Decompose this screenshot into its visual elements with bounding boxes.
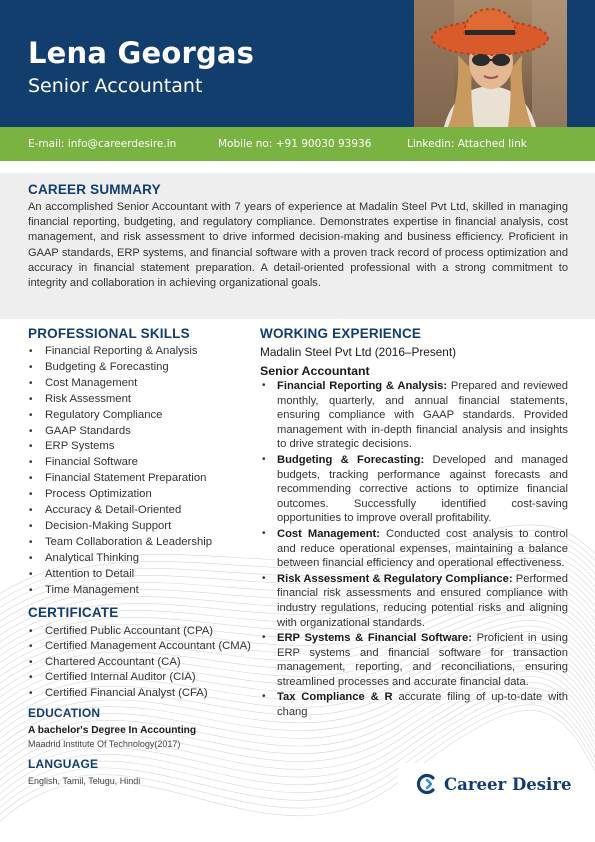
career-summary-text: An accomplished Senior Accountant with 7 years of experience at Madalin Steel Pvt Ltd, skilled in managing financial reporting, budgeting, and regulatory compliance. Demonstrates expertise in financial analysis, cost management, and risk assessment to drive informed decision-making and business efficiency. Proficient in GAAP standards, ERP systems, and financial software with a proven track record of process optimization and accuracy in financial statement preparation. A detail-oriented professional with a strong commitment to integrity and collaboration in achieving organizational goals. <box>28 201 568 290</box>
skill-item: • Decision-Making Support <box>28 519 253 535</box>
experience-item-text: Conducted cost analysis to control and reduce operational expenses, maintaining a balance between financial efficiency and operational effectiveness. <box>277 527 569 570</box>
candidate-name: Lena Georgas <box>28 36 255 70</box>
skill-item: • Financial Reporting & Analysis <box>28 344 253 360</box>
education-institute: Maadrid Institute Of Technology(2017) <box>28 739 181 750</box>
experience-item <box>260 631 568 689</box>
role-title: Senior Accountant <box>260 364 370 378</box>
education-heading: EDUCATION <box>28 706 101 721</box>
education-degree: A bachelor's Degree In Accounting <box>28 725 197 737</box>
skill-item: • Cost Management <box>28 376 253 392</box>
career-summary-heading: CAREER SUMMARY <box>28 182 161 197</box>
experience-list <box>260 379 568 720</box>
certificate-item: • Chartered Accountant (CA) <box>28 655 253 671</box>
language-heading: LANGUAGE <box>28 757 99 772</box>
experience-item <box>260 572 568 630</box>
experience-item-text: Proficient in using ERP systems and financial software for transaction management, reporting, and reconciliations, ensuring streamlined processes and accurate financial data. <box>277 632 568 688</box>
skill-item: • Budgeting & Forecasting <box>28 360 253 376</box>
contact-email[interactable]: E-mail: info@careerdesire.in <box>28 138 177 150</box>
certificate-list <box>28 624 253 702</box>
certificate-item: • Certified Management Accountant (CMA) <box>28 639 253 655</box>
right-column <box>260 326 568 721</box>
experience-item <box>260 690 568 719</box>
skill-item: • Team Collaboration & Leadership <box>28 535 253 551</box>
skill-item: • Risk Assessment <box>28 392 253 408</box>
skill-item: • Accuracy & Detail-Oriented <box>28 503 253 519</box>
contact-linkedin[interactable]: Linkedin: Attached link <box>407 138 527 150</box>
skill-item: • Time Management <box>28 583 253 599</box>
profile-photo <box>414 0 567 127</box>
experience-item-title: Tax Compliance & R <box>277 691 393 704</box>
career-desire-watermark <box>398 763 578 805</box>
experience-item <box>260 527 568 571</box>
experience-item-title: Budgeting & Forecasting: <box>277 453 425 466</box>
experience-item-title: Risk Assessment & Regulatory Compliance: <box>277 572 513 585</box>
contact-mobile[interactable]: Mobile no: +91 90030 93936 <box>218 138 372 150</box>
experience-item-text: Developed and managed budgets, tracking performance against forecasts and recommending corrective actions to optimize financial outcomes. Successfully identified cost-saving opportunities to improve overall profitability. <box>277 453 568 525</box>
skill-item: • Financial Software <box>28 455 253 471</box>
skill-item: • Financial Statement Preparation <box>28 471 253 487</box>
experience-item-title: Financial Reporting & Analysis: <box>277 380 448 392</box>
certificate-item: • Certified Internal Auditor (CIA) <box>28 670 253 686</box>
career-desire-brand-name: Career Desire <box>444 774 572 794</box>
experience-item-title: Cost Management: <box>277 527 380 540</box>
contact-bar <box>0 127 595 161</box>
professional-skills-heading: PROFESSIONAL SKILLS <box>28 326 190 341</box>
experience-item <box>260 453 568 526</box>
left-column <box>28 326 253 786</box>
experience-item-text: Performed financial risk assessments and ensured compliance with industry regulations, reducing potential risks and aligning with organizational standards. <box>277 572 569 629</box>
certificate-item: • Certified Financial Analyst (CFA) <box>28 686 253 702</box>
language-text: English, Tamil, Telugu, Hindi <box>28 776 141 787</box>
skill-item: • ERP Systems <box>28 439 253 455</box>
experience-item <box>260 379 568 452</box>
experience-item-text: accurate filing of up-to-date with chang <box>277 691 569 719</box>
certificate-item: • Certified Public Accountant (CPA) <box>28 624 253 640</box>
working-experience-heading: WORKING EXPERIENCE <box>260 326 422 341</box>
career-desire-logo-icon <box>416 773 438 795</box>
skill-item: • Regulatory Compliance <box>28 408 253 424</box>
experience-item-text: Prepared and reviewed monthly, quarterly, and annual financial statements, ensuring compliance with GAAP standards. Provided management with in-depth financial analysis and insights to drive strategic decisions. <box>277 380 568 451</box>
skill-item: • GAAP Standards <box>28 424 253 440</box>
career-summary-section <box>0 173 595 319</box>
skills-list <box>28 344 253 599</box>
experience-item-title: ERP Systems & Financial Software: <box>277 632 472 645</box>
company-name: Madalin Steel Pvt Ltd (2016–Present) <box>260 345 457 359</box>
skill-item: • Attention to Detail <box>28 567 253 583</box>
resume-header <box>0 0 595 127</box>
skill-item: • Process Optimization <box>28 487 253 503</box>
skill-item: • Analytical Thinking <box>28 551 253 567</box>
candidate-title: Senior Accountant <box>28 75 203 97</box>
certificate-heading: CERTIFICATE <box>28 604 119 620</box>
